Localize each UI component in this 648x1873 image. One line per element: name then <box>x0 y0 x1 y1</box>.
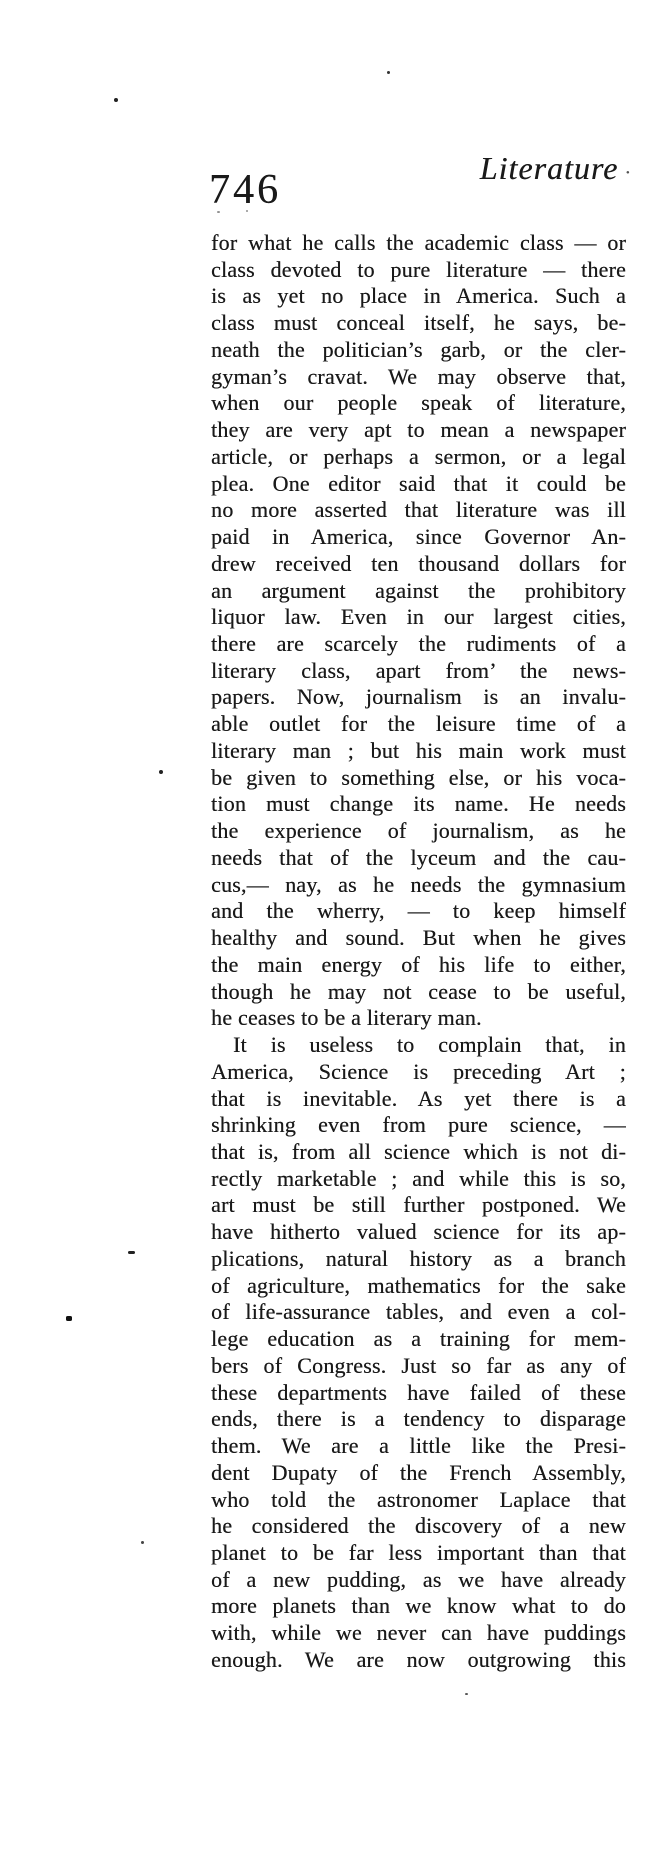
text-line: for what he calls the academic class — or <box>211 230 626 255</box>
text-line: neath the politician’s garb, or the cler- <box>211 336 626 362</box>
text-line: is as yet no place in America. Such a <box>211 283 626 309</box>
text-line: rectly marketable ; and while this is so, <box>211 1165 626 1191</box>
text-line: that is inevitable. As yet there is a <box>211 1085 626 1111</box>
text-line: healthy and sound. But when he gives <box>211 925 626 951</box>
text-line: gyman’s cravat. We may observe that, <box>211 363 626 389</box>
text-line: them. We are a little like the Presi- <box>211 1433 626 1459</box>
text-line: the main energy of his life to either, <box>211 951 626 977</box>
text-line: have hitherto valued science for its ap- <box>211 1219 626 1245</box>
text-line: papers. Now, journalism is an invalu- <box>211 684 626 710</box>
text-line: article, or perhaps a sermon, or a legal <box>211 443 626 469</box>
running-head-title: Literature <box>479 150 619 186</box>
text-line: lege education as a training for mem- <box>211 1326 626 1352</box>
scan-speck <box>159 770 163 774</box>
text-line: able outlet for the leisure time of a <box>211 711 626 737</box>
scan-speck <box>141 1541 144 1544</box>
text-line: no more asserted that literature was ill <box>211 497 626 523</box>
body-text <box>211 230 626 1674</box>
text-line: paid in America, since Governor An- <box>211 524 626 550</box>
text-line: literary class, apart from’ the news- <box>211 657 626 683</box>
text-line: planet to be far less important than that <box>211 1539 626 1565</box>
running-head <box>480 150 632 187</box>
text-line: of life-assurance tables, and even a col- <box>211 1299 626 1325</box>
text-line: class devoted to pure literature — there <box>211 256 626 282</box>
text-line: there are scarcely the rudiments of a <box>211 631 626 657</box>
text-line: of a new pudding, as we have already <box>211 1566 626 1592</box>
scan-speck <box>128 1251 135 1254</box>
text-line: with, while we never can have puddings <box>211 1620 626 1646</box>
text-line: they are very apt to mean a newspaper <box>211 417 626 443</box>
scan-speck <box>66 1316 72 1321</box>
text-line: It is useless to complain that, in <box>233 1032 626 1058</box>
text-line: though he may not cease to be useful, <box>211 978 626 1004</box>
text-line: class must conceal itself, he says, be- <box>211 310 626 336</box>
scan-artifact-mark: · <box>624 162 632 184</box>
text-line: America, Science is preceding Art ; <box>211 1058 626 1084</box>
text-line: he considered the discovery of a new <box>211 1513 626 1539</box>
text-line: ends, there is a tendency to disparage <box>211 1406 626 1432</box>
text-line: needs that of the lyceum and the cau- <box>211 844 626 870</box>
scan-speck <box>465 1693 468 1695</box>
text-line: dent Dupaty of the French Assembly, <box>211 1459 626 1485</box>
text-line: plications, natural history as a branch <box>211 1245 626 1271</box>
text-line: when our people speak of literature, <box>211 390 626 416</box>
text-line: of agriculture, mathematics for the sake <box>211 1272 626 1298</box>
page-number: 746 <box>209 167 281 213</box>
text-line: that is, from all science which is not di- <box>211 1138 626 1164</box>
text-line: be given to something else, or his voca- <box>211 764 626 790</box>
text-line: the experience of journalism, as he <box>211 818 626 844</box>
text-line: bers of Congress. Just so far as any of <box>211 1352 626 1378</box>
text-line: plea. One editor said that it could be <box>211 470 626 496</box>
text-line: an argument against the prohibitory <box>211 577 626 603</box>
text-line: literary man ; but his main work must <box>211 737 626 763</box>
text-line: tion must change its name. He needs <box>211 791 626 817</box>
text-line: who told the astronomer Laplace that <box>211 1486 626 1512</box>
text-line: cus,— nay, as he needs the gymnasium <box>211 871 626 897</box>
text-line: art must be still further postponed. We <box>211 1192 626 1218</box>
text-line: enough. We are now outgrowing this <box>211 1646 626 1672</box>
scan-speck <box>114 98 118 102</box>
scan-speck <box>387 71 390 74</box>
text-line: he ceases to be a literary man. <box>211 1005 482 1031</box>
text-line: drew received ten thousand dollars for <box>211 550 626 576</box>
text-line: liquor law. Even in our largest cities, <box>211 604 626 630</box>
text-line: and the wherry, — to keep himself <box>211 898 626 924</box>
text-line: shrinking even from pure science, — <box>211 1112 626 1138</box>
text-line: more planets than we know what to do <box>211 1593 626 1619</box>
text-line: these departments have failed of these <box>211 1379 626 1405</box>
